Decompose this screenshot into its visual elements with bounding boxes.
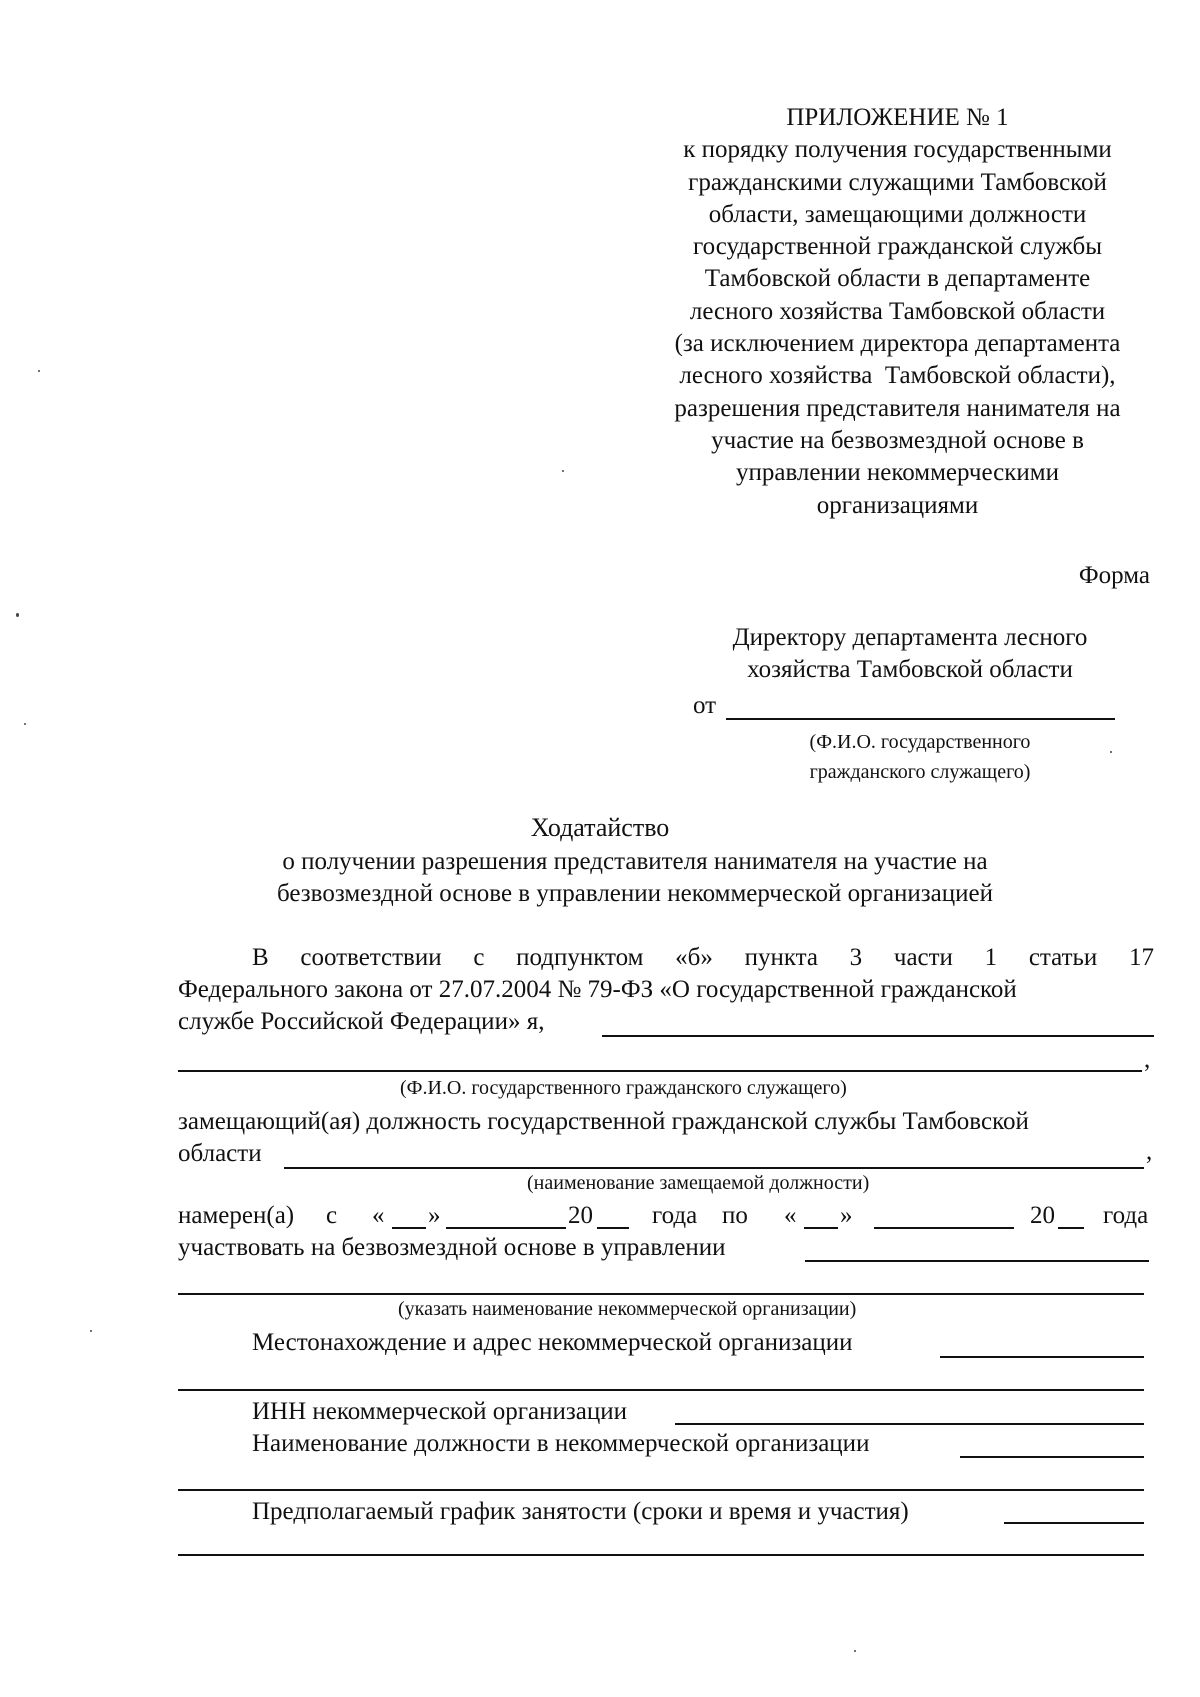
appendix-line: организациями [816, 491, 979, 519]
to-word: по [722, 1202, 748, 1229]
body-position-line: замещающий(ая) должность государственной гражданской службы Тамбовской [178, 1108, 1029, 1135]
schedule-blank-field[interactable] [1004, 1522, 1144, 1524]
comma: , [1144, 1046, 1151, 1073]
scan-speck [1110, 751, 1112, 753]
quote-close: » [428, 1202, 441, 1229]
from-caption-line: (Ф.И.О. государственного [809, 731, 1031, 753]
from-blank-field[interactable] [726, 718, 1115, 720]
scan-speck [90, 1330, 92, 1332]
scan-speck [38, 370, 40, 372]
appendix-line: лесного хозяйства Тамбовской области [689, 297, 1106, 325]
body-line-3: службе Российской Федерации» я, [178, 1008, 545, 1035]
schedule-label: Предполагаемый график занятости (сроки и время и участия) [252, 1498, 909, 1525]
request-subtitle [200, 846, 1070, 910]
intend-label: намерен(а) [178, 1202, 295, 1229]
appendix-line: (за исключением директора департамента [674, 330, 1121, 358]
appendix-line: разрешения представителя нанимателя на [674, 394, 1121, 422]
quote-close: » [840, 1202, 853, 1229]
end-year-field[interactable] [1058, 1227, 1084, 1229]
nco-position-blank-field-2[interactable] [178, 1489, 1144, 1491]
addressee-line: Директору департамента лесного [732, 624, 1088, 651]
body-line-1: В соответствии с подпунктом «б» пункта 3 части 1 статьи 17 [252, 944, 1154, 971]
from-word: с [326, 1202, 338, 1229]
start-day-field[interactable] [392, 1227, 426, 1229]
caption-fio: (Ф.И.О. государственного гражданского служащего) [400, 1077, 847, 1099]
from-caption [760, 727, 1080, 787]
appendix-line: гражданскими служащими Тамбовской [688, 168, 1107, 196]
appendix-line: участие на безвозмездной основе в [711, 426, 1084, 454]
body-line-2: Федерального закона от 27.07.2004 № 79-ФЗ «О государственной гражданской [178, 976, 1017, 1003]
appendix-line: к порядку получения государственными [683, 136, 1112, 164]
inn-label: ИНН некоммерческой организации [252, 1398, 628, 1425]
appendix-title: ПРИЛОЖЕНИЕ № 1 [786, 104, 1009, 131]
request-title: Ходатайство [530, 813, 670, 842]
appendix-line: управлении некоммерческими [735, 459, 1059, 487]
scan-speck [562, 470, 564, 472]
quote-open: « [372, 1202, 385, 1229]
scan-speck [854, 1650, 856, 1652]
appendix-line: государственной гражданской службы [692, 233, 1103, 261]
year-word: года [1103, 1202, 1149, 1229]
appendix-header [620, 102, 1175, 522]
location-blank-field[interactable] [940, 1356, 1144, 1358]
end-year-prefix: 20 [1030, 1202, 1055, 1229]
end-day-field[interactable] [804, 1227, 838, 1229]
org-blank-field[interactable] [805, 1260, 1149, 1262]
addressee-block [680, 622, 1140, 686]
appendix-line: лесного хозяйства Тамбовской области), [679, 362, 1116, 390]
caption-position: (наименование замещаемой должности) [527, 1172, 870, 1194]
form-label: Форма [1078, 562, 1150, 589]
schedule-blank-field-2[interactable] [178, 1554, 1144, 1556]
quote-open: « [784, 1202, 797, 1229]
scan-speck [24, 723, 26, 725]
year-word: года [652, 1202, 698, 1229]
start-year-field[interactable] [597, 1227, 629, 1229]
name-blank-field-2[interactable] [178, 1070, 1142, 1072]
appendix-line: области, замещающими должности [708, 200, 1087, 228]
scan-speck [16, 613, 19, 617]
start-year-prefix: 20 [568, 1202, 593, 1229]
inn-blank-field[interactable] [675, 1423, 1144, 1425]
org-blank-field-2[interactable] [178, 1293, 1144, 1295]
from-label: от [693, 692, 717, 719]
location-blank-field-2[interactable] [178, 1389, 1144, 1391]
caption-org: (указать наименование некоммерческой организации) [398, 1298, 857, 1320]
start-month-field[interactable] [446, 1227, 566, 1229]
oblasti-label: области [178, 1140, 262, 1167]
comma: , [1146, 1138, 1153, 1165]
location-label: Местонахождение и адрес некоммерческой организации [252, 1329, 853, 1356]
participate-line: участвовать на безвозмездной основе в управлении [178, 1234, 726, 1261]
appendix-line: Тамбовской области в департаменте [704, 265, 1091, 293]
nco-position-blank-field[interactable] [960, 1456, 1144, 1458]
from-caption-line: гражданского служащего) [809, 761, 1031, 783]
nco-position-label: Наименование должности в некоммерческой организации [252, 1430, 870, 1457]
end-month-field[interactable] [874, 1227, 1014, 1229]
name-blank-field[interactable] [602, 1035, 1154, 1037]
request-subtitle-line: безвозмездной основе в управлении некоммерческой организацией [277, 880, 993, 907]
request-subtitle-line: о получении разрешения представителя нанимателя на участие на [282, 848, 988, 875]
position-blank-field[interactable] [284, 1167, 1144, 1169]
addressee-line: хозяйства Тамбовской области [747, 656, 1073, 683]
